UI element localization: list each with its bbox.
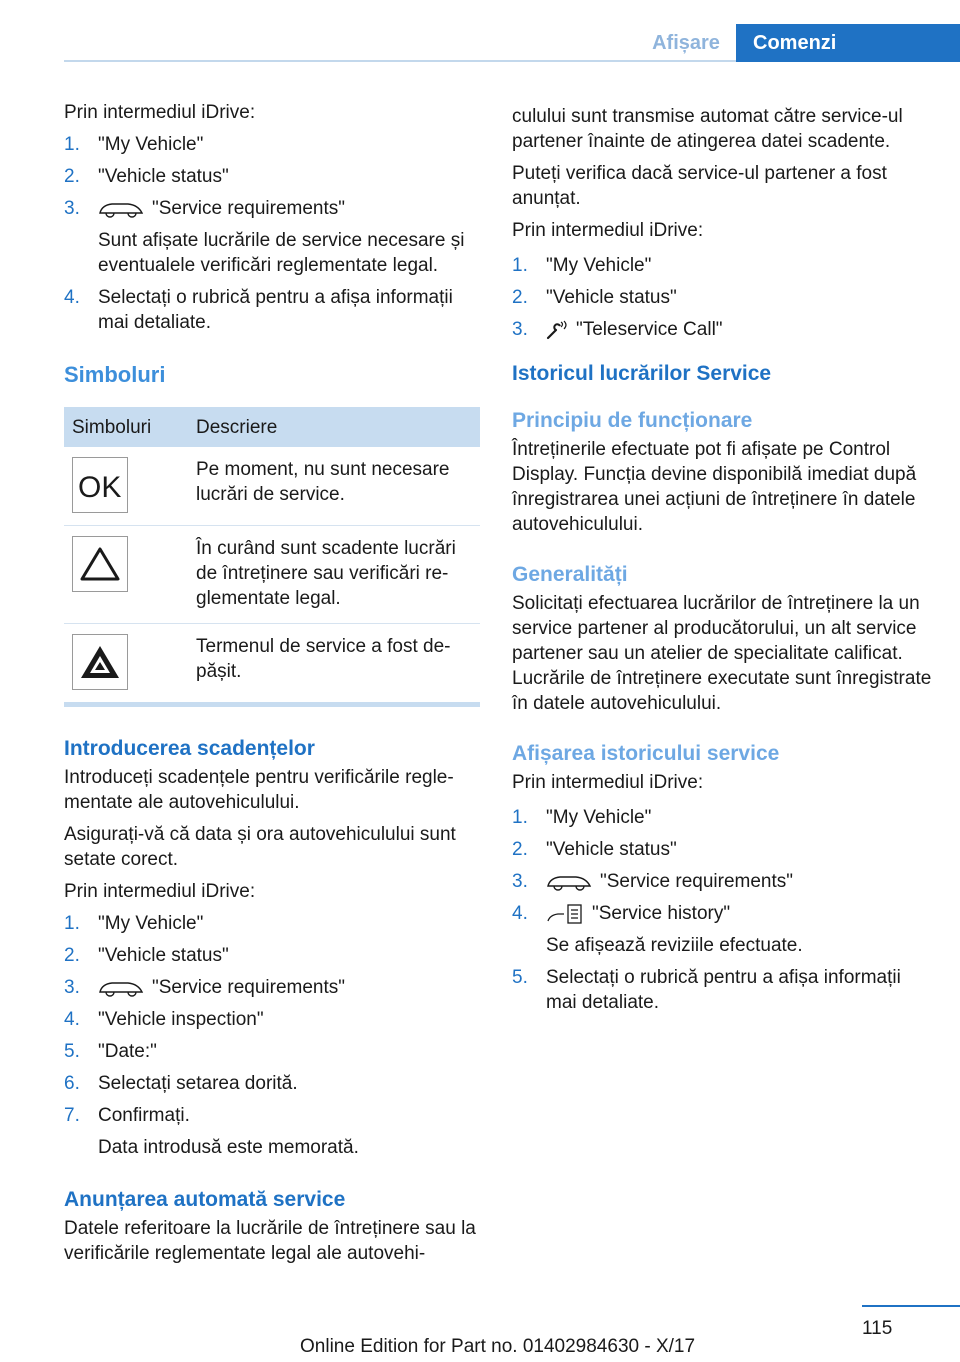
step-text: "My Vehicle" bbox=[98, 134, 204, 155]
step-text: "Service history" bbox=[592, 903, 731, 924]
principle-heading: Principiu de funcționare bbox=[512, 409, 753, 432]
step-text: Confirmați. bbox=[98, 1105, 190, 1126]
table-cell-symbol bbox=[64, 624, 188, 705]
steps-list-2 bbox=[64, 911, 480, 1160]
list-item bbox=[64, 196, 480, 278]
steps-list-3 bbox=[512, 253, 932, 342]
table-cell-description: În curând sunt scadente lucrări de întreținere sau verificări re-glementate legal. bbox=[188, 526, 480, 624]
auto-service-text: Datele referitoare la lucrările de întreținere sau la verificările reglementate legal ale autovehi- bbox=[64, 1218, 476, 1264]
tab-controls[interactable]: Comenzi bbox=[736, 24, 960, 62]
page-number: 115 bbox=[862, 1318, 893, 1339]
step-number: 2. bbox=[512, 287, 528, 308]
list-item bbox=[512, 805, 932, 830]
step-number: 1. bbox=[64, 913, 80, 934]
step-text: "Vehicle status" bbox=[98, 166, 229, 187]
table-cell-symbol bbox=[64, 447, 188, 526]
car-service-icon bbox=[546, 872, 592, 892]
history-heading: Istoricul lucrărilor Service bbox=[512, 362, 772, 385]
deadlines-text-1: Introduceți scadențele pentru verificările regle-mentate ale autovehiculului. bbox=[64, 767, 454, 813]
step-number: 7. bbox=[64, 1105, 80, 1126]
step-number: 1. bbox=[512, 255, 528, 276]
deadlines-text-3: Prin intermediul iDrive: bbox=[64, 881, 256, 902]
list-item bbox=[512, 253, 932, 278]
list-item bbox=[64, 1039, 480, 1064]
list-item bbox=[512, 837, 932, 862]
warning-triangle-icon bbox=[72, 536, 128, 592]
step-number: 3. bbox=[64, 977, 80, 998]
table-cell-symbol bbox=[64, 526, 188, 624]
list-item bbox=[64, 943, 480, 968]
deadlines-text-2: Asigurați-vă că data și ora autovehiculului sunt setate corect. bbox=[64, 824, 456, 870]
svg-text:OK: OK bbox=[78, 471, 122, 500]
list-item bbox=[64, 164, 480, 189]
auto-service-heading: Anunțarea automată service bbox=[64, 1188, 346, 1211]
intro-text: Prin intermediul iDrive: bbox=[64, 102, 256, 123]
list-item bbox=[512, 965, 932, 1015]
list-item bbox=[512, 317, 932, 342]
step-note: Sunt afișate lucrările de service necesare și eventualele verificări reglementate legal. bbox=[98, 230, 465, 276]
step-number: 3. bbox=[512, 319, 528, 340]
step-number: 5. bbox=[512, 967, 528, 988]
step-text: "My Vehicle" bbox=[546, 807, 652, 828]
filled-warning-triangle-icon bbox=[72, 634, 128, 690]
step-number: 2. bbox=[512, 839, 528, 860]
list-item bbox=[64, 285, 480, 335]
step-text: "Teleservice Call" bbox=[576, 319, 723, 340]
deadlines-heading: Introducerea scadențelor bbox=[64, 737, 315, 760]
tab-display[interactable]: Afișare bbox=[652, 32, 720, 54]
step-number: 2. bbox=[64, 166, 80, 187]
step-number: 4. bbox=[512, 903, 528, 924]
step-number: 4. bbox=[64, 287, 80, 308]
car-service-icon bbox=[98, 978, 144, 998]
table-row bbox=[64, 624, 480, 705]
display-history-text: Prin intermediul iDrive: bbox=[512, 772, 704, 793]
table-header-description: Descriere bbox=[188, 407, 480, 447]
step-text: "Vehicle status" bbox=[98, 945, 229, 966]
steps-list-4 bbox=[512, 805, 932, 1015]
wrench-call-icon bbox=[546, 320, 568, 340]
step-text: "Service requirements" bbox=[152, 198, 346, 219]
table-row bbox=[64, 447, 480, 526]
step-number: 5. bbox=[64, 1041, 80, 1062]
table-cell-description: Pe moment, nu sunt necesare lucrări de service. bbox=[188, 447, 480, 526]
symbols-table bbox=[64, 407, 480, 707]
step-text: "Vehicle inspection" bbox=[98, 1009, 264, 1030]
step-number: 6. bbox=[64, 1073, 80, 1094]
list-item bbox=[64, 132, 480, 157]
step-note: Se afișează reviziile efectuate. bbox=[546, 935, 803, 956]
principle-text: Întreținerile efectuate pot fi afișate pe Control Display. Funcția devine disponibilă imediat după înregistrarea unei acțiuni de întreținere în datele autovehiculului. bbox=[512, 439, 917, 535]
auto-service-text-cont: culului sunt transmise automat către service-ul partener înainte de atingerea datei scadente. bbox=[512, 106, 903, 152]
list-item bbox=[512, 285, 932, 310]
step-text: Selectați o rubrică pentru a afișa informații mai detaliate. bbox=[98, 287, 453, 333]
list-item bbox=[512, 869, 932, 894]
step-number: 2. bbox=[64, 945, 80, 966]
step-number: 3. bbox=[512, 871, 528, 892]
general-heading: Generalități bbox=[512, 563, 628, 586]
step-text: "Vehicle status" bbox=[546, 287, 677, 308]
step-text: "My Vehicle" bbox=[546, 255, 652, 276]
step-text: Selectați o rubrică pentru a afișa informații mai detaliate. bbox=[546, 967, 901, 1013]
list-item bbox=[64, 975, 480, 1000]
auto-service-text-3: Prin intermediul iDrive: bbox=[512, 220, 704, 241]
symbols-heading: Simboluri bbox=[64, 362, 166, 387]
step-text: Selectați setarea dorită. bbox=[98, 1073, 298, 1094]
step-number: 1. bbox=[64, 134, 80, 155]
footer-rule bbox=[862, 1305, 960, 1307]
step-text: "Vehicle status" bbox=[546, 839, 677, 860]
ok-symbol-icon bbox=[72, 457, 128, 513]
step-number: 1. bbox=[512, 807, 528, 828]
list-item bbox=[64, 1071, 480, 1096]
step-number: 4. bbox=[64, 1009, 80, 1030]
service-history-icon bbox=[546, 903, 584, 925]
step-note: Data introdusă este memorată. bbox=[98, 1137, 359, 1158]
display-history-heading: Afișarea istoricului service bbox=[512, 742, 780, 765]
table-row bbox=[64, 526, 480, 624]
steps-list-1 bbox=[64, 132, 480, 335]
auto-service-text-2: Puteți verifica dacă service-ul partener a fost anunțat. bbox=[512, 163, 887, 209]
table-cell-description: Termenul de service a fost de-pășit. bbox=[188, 624, 480, 705]
step-text: "Service requirements" bbox=[600, 871, 794, 892]
left-column bbox=[64, 100, 480, 1273]
edition-text: Online Edition for Part no. 01402984630 - X/17 bbox=[300, 1336, 696, 1357]
step-number: 3. bbox=[64, 198, 80, 219]
list-item bbox=[64, 1007, 480, 1032]
right-column bbox=[512, 104, 932, 1022]
step-text: "Date:" bbox=[98, 1041, 157, 1062]
list-item bbox=[64, 1103, 480, 1160]
step-text: "Service requirements" bbox=[152, 977, 346, 998]
list-item bbox=[64, 911, 480, 936]
car-service-icon bbox=[98, 199, 144, 219]
general-text: Solicitați efectuarea lucrărilor de întreținere la un service partener al producătorului, un alt service partener sau un atelier de specialitate calificat. Lucrările de întreținere executate sunt înregistrate în datele autovehiculului. bbox=[512, 593, 932, 714]
list-item bbox=[512, 901, 932, 958]
step-text: "My Vehicle" bbox=[98, 913, 204, 934]
table-header-symbols: Simboluri bbox=[64, 407, 188, 447]
